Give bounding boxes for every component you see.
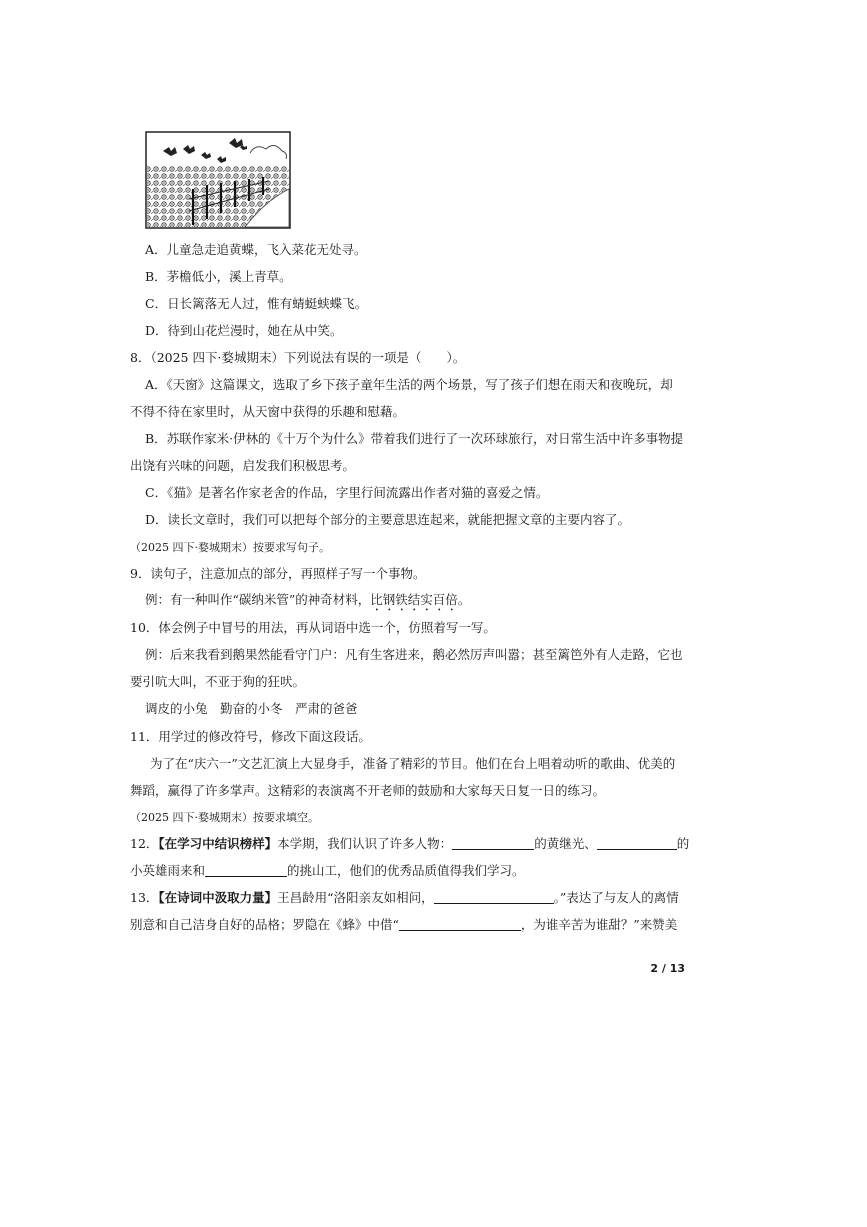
q13-blank-1[interactable] [434,890,554,904]
q12-blank-1[interactable] [452,836,534,850]
q13-text1: 王昌龄用“洛阳亲友如相问， [277,890,434,905]
q12-text4: 小英雄雨来和 [130,863,206,878]
q10-example-line1: 例：后来我看到鹅果然能看守门户：凡有生客进来，鹅必然厉声叫嚣；甚至篱笆外有人走路，它也 [145,647,683,662]
q12-text1: 本学期，我们认识了许多人物： [277,836,453,851]
q13-line2 [130,917,677,933]
q7-option-d: D．待到山花烂漫时，她在从中笑。 [145,323,343,338]
q8-option-b-line2: 出饶有兴味的问题，启发我们积极思考。 [130,458,356,473]
q8-stem: 8．（2025 四下·婺城期末）下列说法有误的一项是（ ）。 [130,350,466,365]
q9-example-suffix: 。 [457,592,471,607]
q8-option-c: C．《猫》是著名作家老舍的作品，字里行间流露出作者对猫的喜爱之情。 [145,485,549,500]
q10-example-line2: 要引吭大叫，不亚于狗的狂吠。 [130,674,306,689]
q12-text2: 的黄继光、 [534,836,597,851]
q9-stem: 9．读句子，注意加点的部分，再照样子写一个事物。 [130,566,426,581]
q7-option-a: A．儿童急走追黄蝶，飞入菜花无处寻。 [145,242,367,257]
section-heading-fill: （2025 四下·婺城期末）按要求填空。 [130,811,319,824]
q12-line2 [130,863,525,879]
q9-example-prefix: 例：有一种叫作“碳纳米管”的神奇材料， [145,592,371,607]
q12-text3: 的 [676,836,690,851]
q11-paragraph-line2: 舞蹈，赢得了许多掌声。这精彩的表演离不开老师的鼓励和大家每天日复一日的练习。 [130,783,606,798]
q13-text4: ，为谁辛苦为谁甜？”来赞美 [520,917,678,932]
q12-tag: 【在学习中结识榜样】 [158,836,278,851]
q13-blank-2[interactable] [399,917,521,931]
q12-line1 [130,836,689,852]
q13-text2: 。”表达了与友人的离情 [553,890,679,905]
q11-stem: 11．用学过的修改符号，修改下面这段话。 [130,729,371,744]
q12-number: 12． [130,836,159,851]
q12-blank-3[interactable] [205,863,287,877]
q7-option-c: C．日长篱落无人过，惟有蜻蜓蛱蝶飞。 [145,296,368,311]
q9-example [145,592,470,614]
q12-blank-2[interactable] [597,836,677,850]
section-heading-rewrite: （2025 四下·婺城期末）按要求写句子。 [130,541,330,554]
q10-word-options: 调皮的小兔 勤奋的小冬 严肃的爸爸 [145,701,358,716]
q11-paragraph-line1: 为了在“庆六一”文艺汇演上大显身手，准备了精彩的节目。他们在台上唱着动听的歌曲、优美的 [150,756,676,771]
page-number: 2 / 13 [650,962,685,975]
q13-line1 [130,890,679,906]
q8-option-a-line2: 不得不待在家里时，从天窗中获得的乐趣和慰藉。 [130,404,406,419]
q13-text3: 别意和自己洁身自好的品格；罗隐在《蜂》中借“ [130,917,399,932]
q8-option-b-line1: B．苏联作家米·伊林的《十万个为什么》带着我们进行了一次环球旅行，对日常生活中许多事物提 [145,431,684,446]
q7-option-b: B．茅檐低小，溪上青草。 [145,269,292,284]
q8-option-a-line1: A．《天窗》这篇课文，选取了乡下孩子童年生活的两个场景，写了孩子们想在雨天和夜晚玩，却 [145,377,673,392]
q12-text5: 的挑山工，他们的优秀品质值得我们学习。 [287,863,525,878]
q9-example-dotted: 比钢铁结实百倍 [370,592,458,607]
butterfly-field-illustration [145,131,291,229]
q8-option-d: D．读长文章时，我们可以把每个部分的主要意思连起来，就能把握文章的主要内容了。 [145,512,631,527]
q13-tag: 【在诗词中汲取力量】 [158,890,278,905]
q13-number: 13． [130,890,159,905]
q10-stem: 10．体会例子中冒号的用法，再从词语中选一个，仿照着写一写。 [130,620,496,635]
